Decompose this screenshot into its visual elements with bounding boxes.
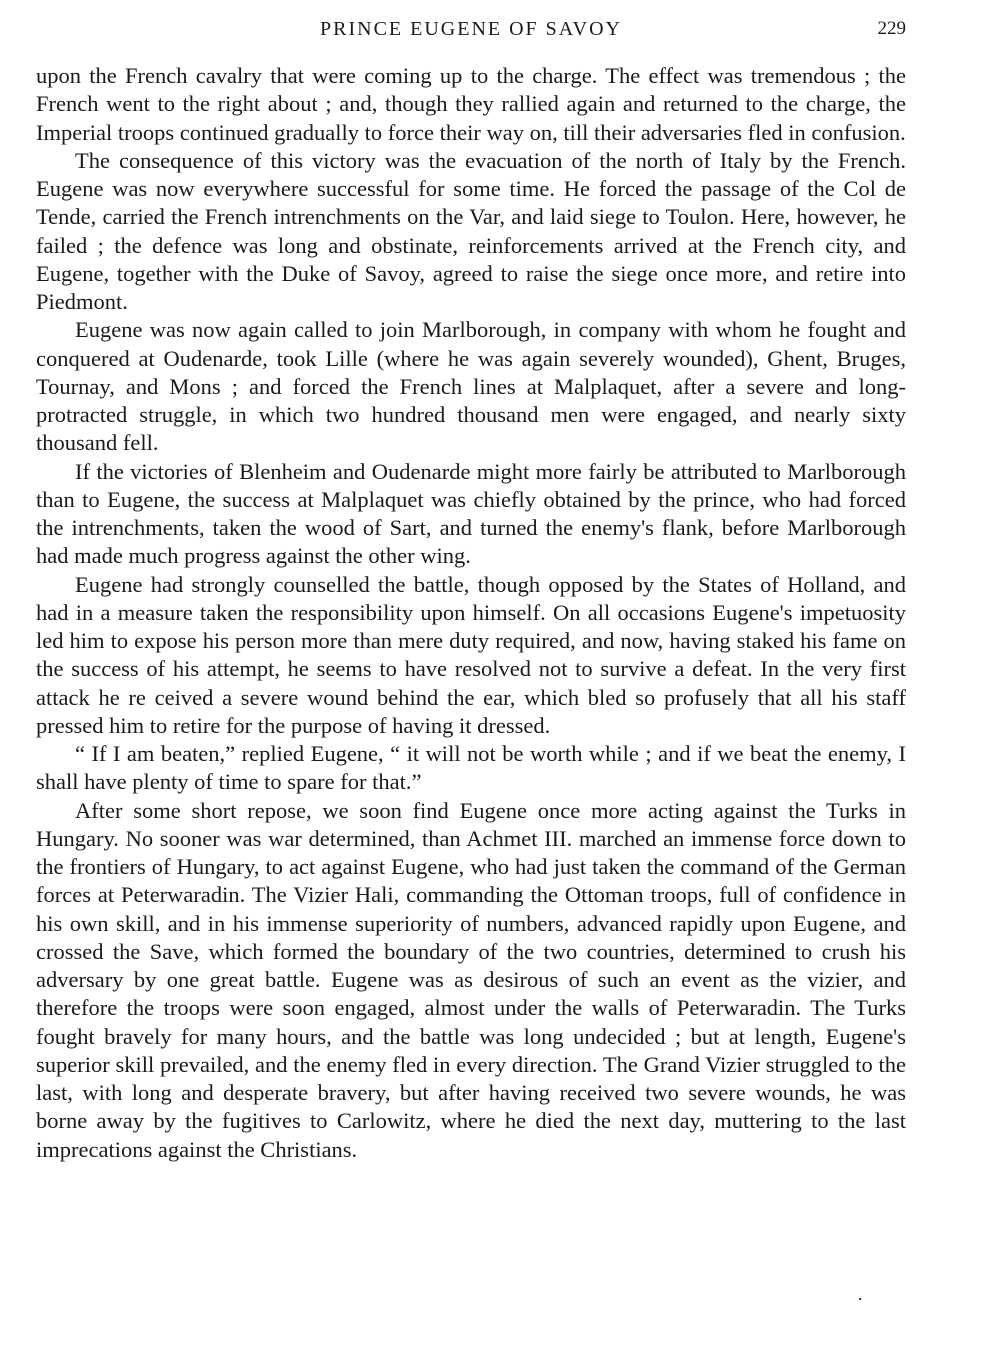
- paragraph-eugene-quote: “ If I am beaten,” replied Eugene, “ it will not be worth while ; and if we beat the enemy, I shall have plenty of time to spare for that.”: [36, 741, 906, 795]
- paragraph-turks-in-hungary: After some short repose, we soon find Eugene once more acting against the Turks in Hungary. No sooner was war determined, than Achmet III. marched an immense force down to the frontiers of Hungary, to act against Eugene, who had just taken the command of the German forces at Peterwaradin. The Vizier Hali, commanding the Ottoman troops, full of confidence in his own skill, and in his immense superiority of numbers, advanced rapidly upon Eugene, and crossed the Save, which formed the boundary of the two countries, determined to crush his adversary by one great battle. Eugene was as desirous of such an event as the vizier, and therefore the troops were soon engaged, almost under the walls of Peterwaradin. The Turks fought bravely for many hours, and the battle was long undecided ; but at length, Eugene's superior skill prevailed, and the enemy fled in every direction. The Grand Vizier struggled to the last, with long and desperate bravery, but after having received two severe wounds, he was borne away by the fugitives to Carlowitz, where he died the next day, muttering to the last imprecations against the Christians.: [36, 797, 906, 1162]
- body-text: [36, 62, 906, 1164]
- paragraph-eugene-wounded: Eugene had strongly counselled the battle, though opposed by the States of Holland, and had in a measure taken the responsibility upon himself. On all occasions Eugene's impetuosity led him to expose his person more than mere duty required, and now, having staked his fame on the success of his attempt, he seems to have resolved not to survive a defeat. In the very first attack he re ceived a severe wound behind the ear, which bled so profusely that all his staff pressed him to retire for the purpose of having it dressed.: [36, 571, 906, 738]
- paragraph-marlborough-campaign: Eugene was now again called to join Marlborough, in company with whom he fought and conquered at Oudenarde, took Lille (where he was again severely wounded), Ghent, Bruges, Tournay, and Mons ; and forced the French lines at Malplaquet, after a severe and long-protracted struggle, in which two hundred thousand men were engaged, and nearly sixty thousand fell.: [36, 317, 906, 456]
- running-head: [36, 14, 906, 44]
- paragraph-evacuation-of-italy: The consequence of this victory was the evacuation of the north of Italy by the French. Eugene was now everywhere successful for some time. He forced the passage of the Col de Tende, carried the French intrenchments on the Var, and laid siege to Toulon. Here, however, he failed ; the defence was long and obstinate, reinforcements arrived at the French city, and Eugene, together with the Duke of Savoy, agreed to raise the siege once more, and retire into Piedmont.: [36, 147, 906, 314]
- paragraph-continuation: upon the French cavalry that were coming up to the charge. The effect was tremendous ; the French went to the right about ; and, though they rallied again and returned to the charge, the Imperial troops continued gradually to force their way on, till their adversaries fled in confusion.: [36, 63, 906, 145]
- running-title: PRINCE EUGENE OF SAVOY: [320, 18, 622, 40]
- paragraph-malplaquet: If the victories of Blenheim and Oudenarde might more fairly be attributed to Marlborough than to Eugene, the success at Malplaquet was chiefly obtained by the prince, who had forced the intrenchments, taken the wood of Sart, and turned the enemy's flank, before Marlborough had made much progress against the other wing.: [36, 458, 906, 569]
- page-number: 229: [877, 18, 906, 39]
- stray-mark: .: [858, 1284, 863, 1304]
